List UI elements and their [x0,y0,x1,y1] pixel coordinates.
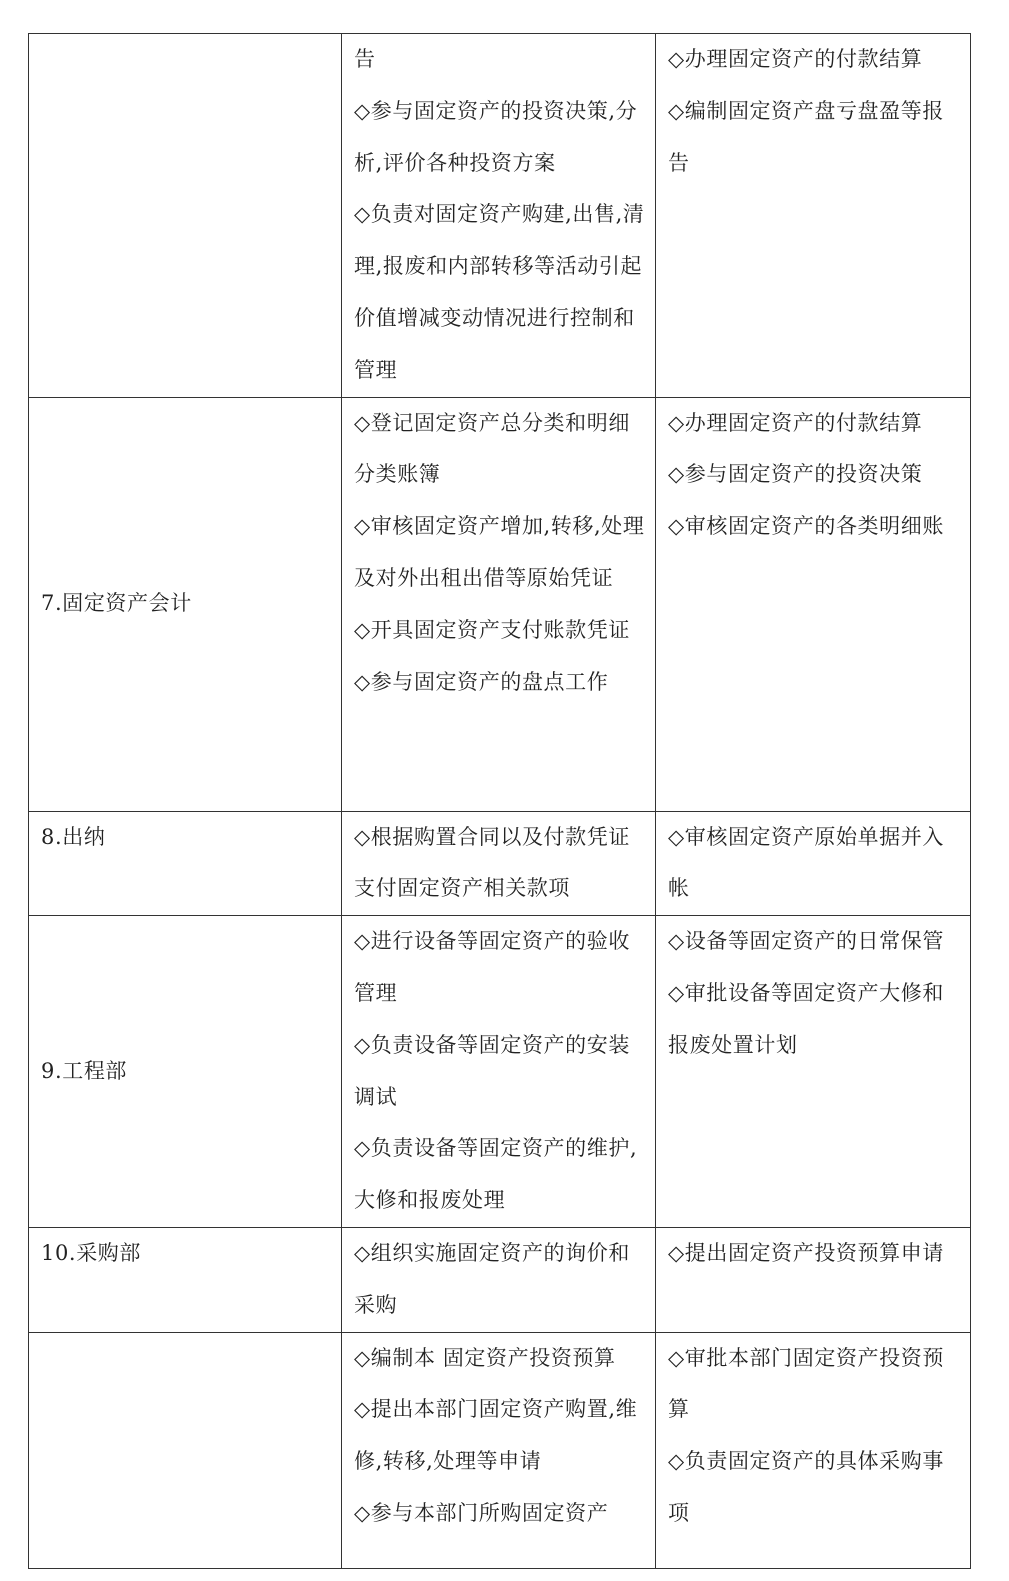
controls-cell [656,811,971,916]
control-item: ◇提出固定资产投资预算申请 [668,1240,944,1265]
control-item: ◇审批设备等固定资产大修和报废处置计划 [668,980,944,1057]
control-item: ◇负责固定资产的具体采购事项 [668,1449,944,1525]
controls-cell [656,916,971,1228]
table-row [29,916,971,1228]
control-item: ◇审批本部门固定资产投资预算 [668,1345,944,1422]
table-row [29,34,971,398]
controls-cell [656,1332,971,1568]
role-cell: 8.出纳 [29,811,342,916]
role-cell [29,34,342,398]
role-cell: 7.固定资产会计 [29,397,342,811]
control-item: ◇编制固定资产盘亏盘盈等报告 [668,98,944,175]
control-item: ◇参与固定资产的投资决策 [668,462,923,487]
controls-cell [656,397,971,811]
duties-cell [342,1227,656,1332]
table-row [29,1332,971,1568]
responsibility-table [28,33,971,1569]
duty-item: ◇负责设备等固定资产的安装调试 [354,1032,630,1109]
table-row [29,397,971,811]
control-item: ◇办理固定资产的付款结算 [668,410,923,435]
duties-cell [342,916,656,1228]
role-cell: 10.采购部 [29,1227,342,1332]
table-row [29,811,971,916]
duties-cell [342,397,656,811]
duty-item: ◇参与固定资产的盘点工作 [354,669,609,694]
duty-item: ◇进行设备等固定资产的验收管理 [354,929,630,1005]
duty-item: 告 [354,47,376,71]
duty-item: ◇负责设备等固定资产的维护,大修和报废处理 [354,1136,638,1213]
duty-item: ◇组织实施固定资产的询价和采购 [354,1240,630,1317]
control-item: ◇设备等固定资产的日常保管 [668,929,944,954]
duty-item: ◇提出本部门固定资产购置,维修,转移,处理等申请 [354,1397,638,1474]
role-cell: 9.工程部 [29,916,342,1228]
role-cell [29,1332,342,1568]
duty-item: ◇开具固定资产支付账款凭证 [354,617,630,642]
table-row [29,1227,971,1332]
control-item: ◇审核固定资产原始单据并入帐 [668,824,944,901]
duty-item: ◇编制本 固定资产投资预算 [354,1345,616,1370]
duty-item: ◇负责对固定资产购建,出售,清理,报废和内部转移等活动引起价值增减变动情况进行控制和管理 [354,202,645,382]
control-item: ◇审核固定资产的各类明细账 [668,514,944,539]
duties-cell [342,811,656,916]
duty-item: ◇审核固定资产增加,转移,处理及对外出租出借等原始凭证 [354,514,645,590]
duties-cell [342,34,656,398]
duty-item: ◇登记固定资产总分类和明细分类账簿 [354,410,630,487]
duty-item: ◇参与本部门所购固定资产 [354,1500,609,1525]
duty-item: ◇根据购置合同以及付款凭证支付固定资产相关款项 [354,824,630,901]
controls-cell [656,1227,971,1332]
controls-cell [656,34,971,398]
control-item: ◇办理固定资产的付款结算 [668,47,923,71]
duties-cell [342,1332,656,1568]
duty-item: ◇参与固定资产的投资决策,分析,评价各种投资方案 [354,98,638,175]
